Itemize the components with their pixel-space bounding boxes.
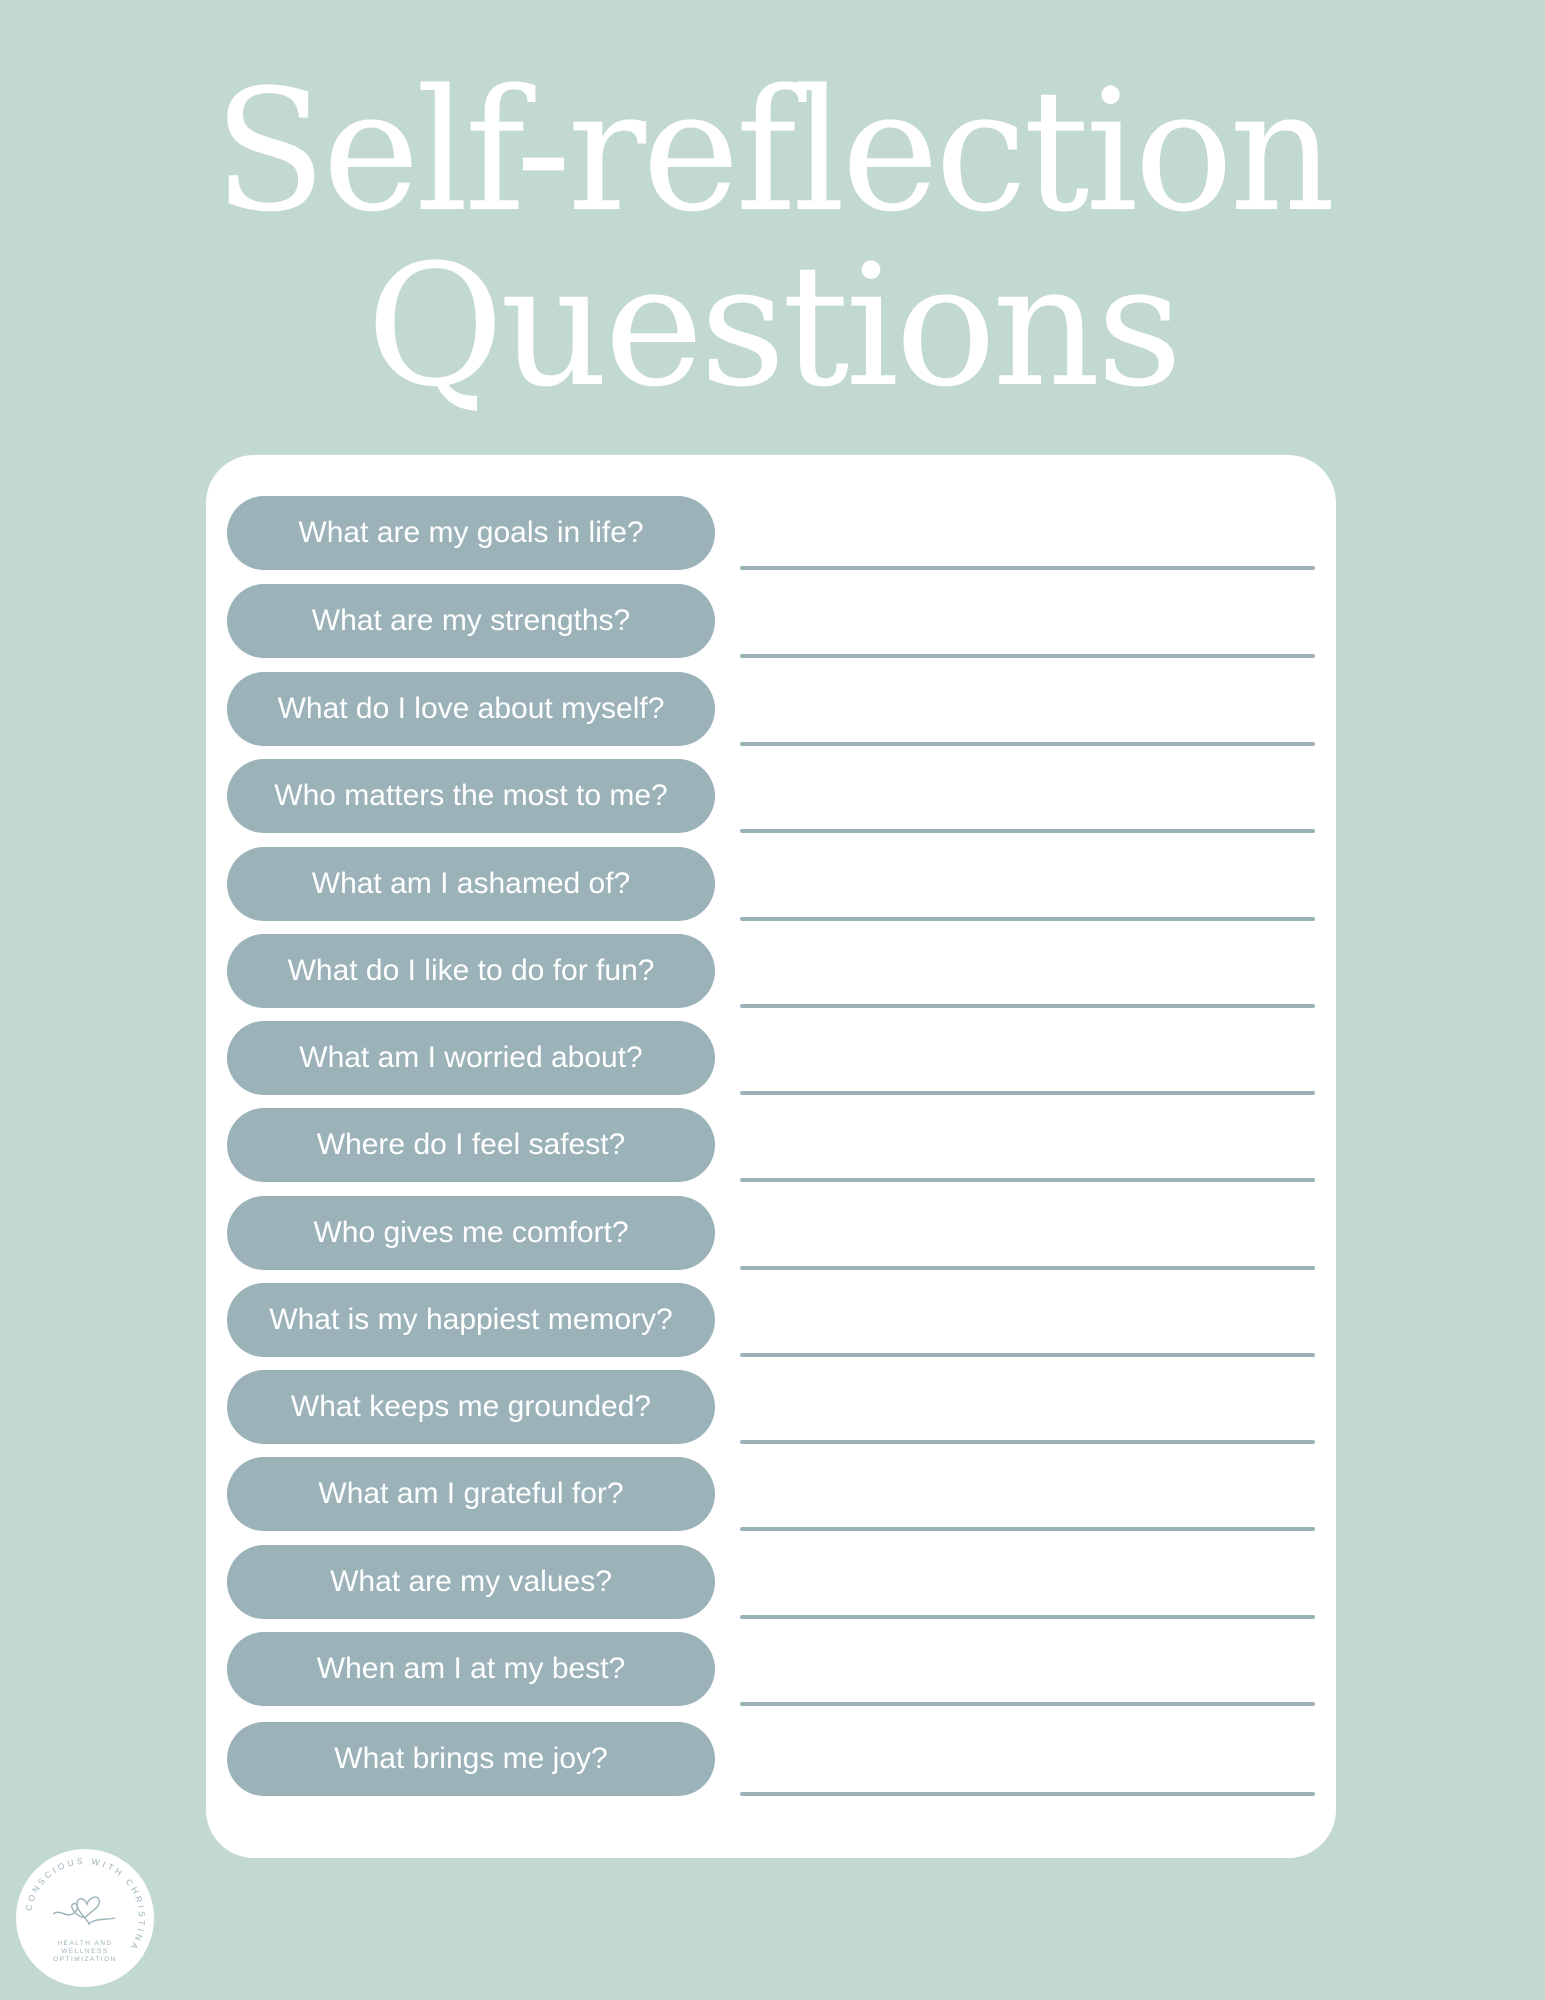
brand-logo [15,1848,155,1988]
page-title [0,53,1545,425]
logo-tagline-2: WELLNESS [61,1948,109,1955]
question-label: What are my goals in life? [227,496,715,570]
question-label: What am I grateful for? [227,1457,715,1531]
answer-line[interactable] [740,1702,1315,1706]
question-row [206,672,1336,746]
answer-line[interactable] [740,566,1315,570]
question-label: Who matters the most to me? [227,759,715,833]
question-label: Where do I feel safest? [227,1108,715,1182]
question-label: What do I love about myself? [227,672,715,746]
question-row [206,847,1336,921]
question-row [206,1457,1336,1531]
question-row [206,1722,1336,1796]
question-row [206,934,1336,1008]
question-row [206,1545,1336,1619]
question-row [206,584,1336,658]
answer-line[interactable] [740,1440,1315,1444]
question-label: What am I ashamed of? [227,847,715,921]
answer-line[interactable] [740,1615,1315,1619]
title-line-1: Self-reflection [213,53,1332,250]
answer-line[interactable] [740,917,1315,921]
question-row [206,1283,1336,1357]
question-label: Who gives me comfort? [227,1196,715,1270]
question-label: What are my strengths? [227,584,715,658]
question-row [206,496,1336,570]
answer-line[interactable] [740,742,1315,746]
question-row [206,1196,1336,1270]
question-row [206,1370,1336,1444]
question-row [206,1108,1336,1182]
title-line-2: Questions [366,228,1179,425]
question-row [206,759,1336,833]
question-label: What are my values? [227,1545,715,1619]
question-label: What do I like to do for fun? [227,934,715,1008]
logo-ring-text: CONSCIOUS WITH CHRISTINA [23,1855,148,1954]
answer-line[interactable] [740,1527,1315,1531]
question-label: What brings me joy? [227,1722,715,1796]
logo-tagline-3: OPTIMIZATION [53,1956,117,1963]
answer-line[interactable] [740,829,1315,833]
answer-line[interactable] [740,1004,1315,1008]
answer-line[interactable] [740,1091,1315,1095]
question-label: What is my happiest memory? [227,1283,715,1357]
answer-line[interactable] [740,654,1315,658]
answer-line[interactable] [740,1792,1315,1796]
answer-line[interactable] [740,1266,1315,1270]
question-label: What keeps me grounded? [227,1370,715,1444]
question-label: What am I worried about? [227,1021,715,1095]
answer-line[interactable] [740,1353,1315,1357]
answer-line[interactable] [740,1178,1315,1182]
questions-card [206,455,1336,1858]
question-row [206,1021,1336,1095]
question-row [206,1632,1336,1706]
question-label: When am I at my best? [227,1632,715,1706]
logo-tagline-1: HEALTH AND [57,1940,113,1947]
